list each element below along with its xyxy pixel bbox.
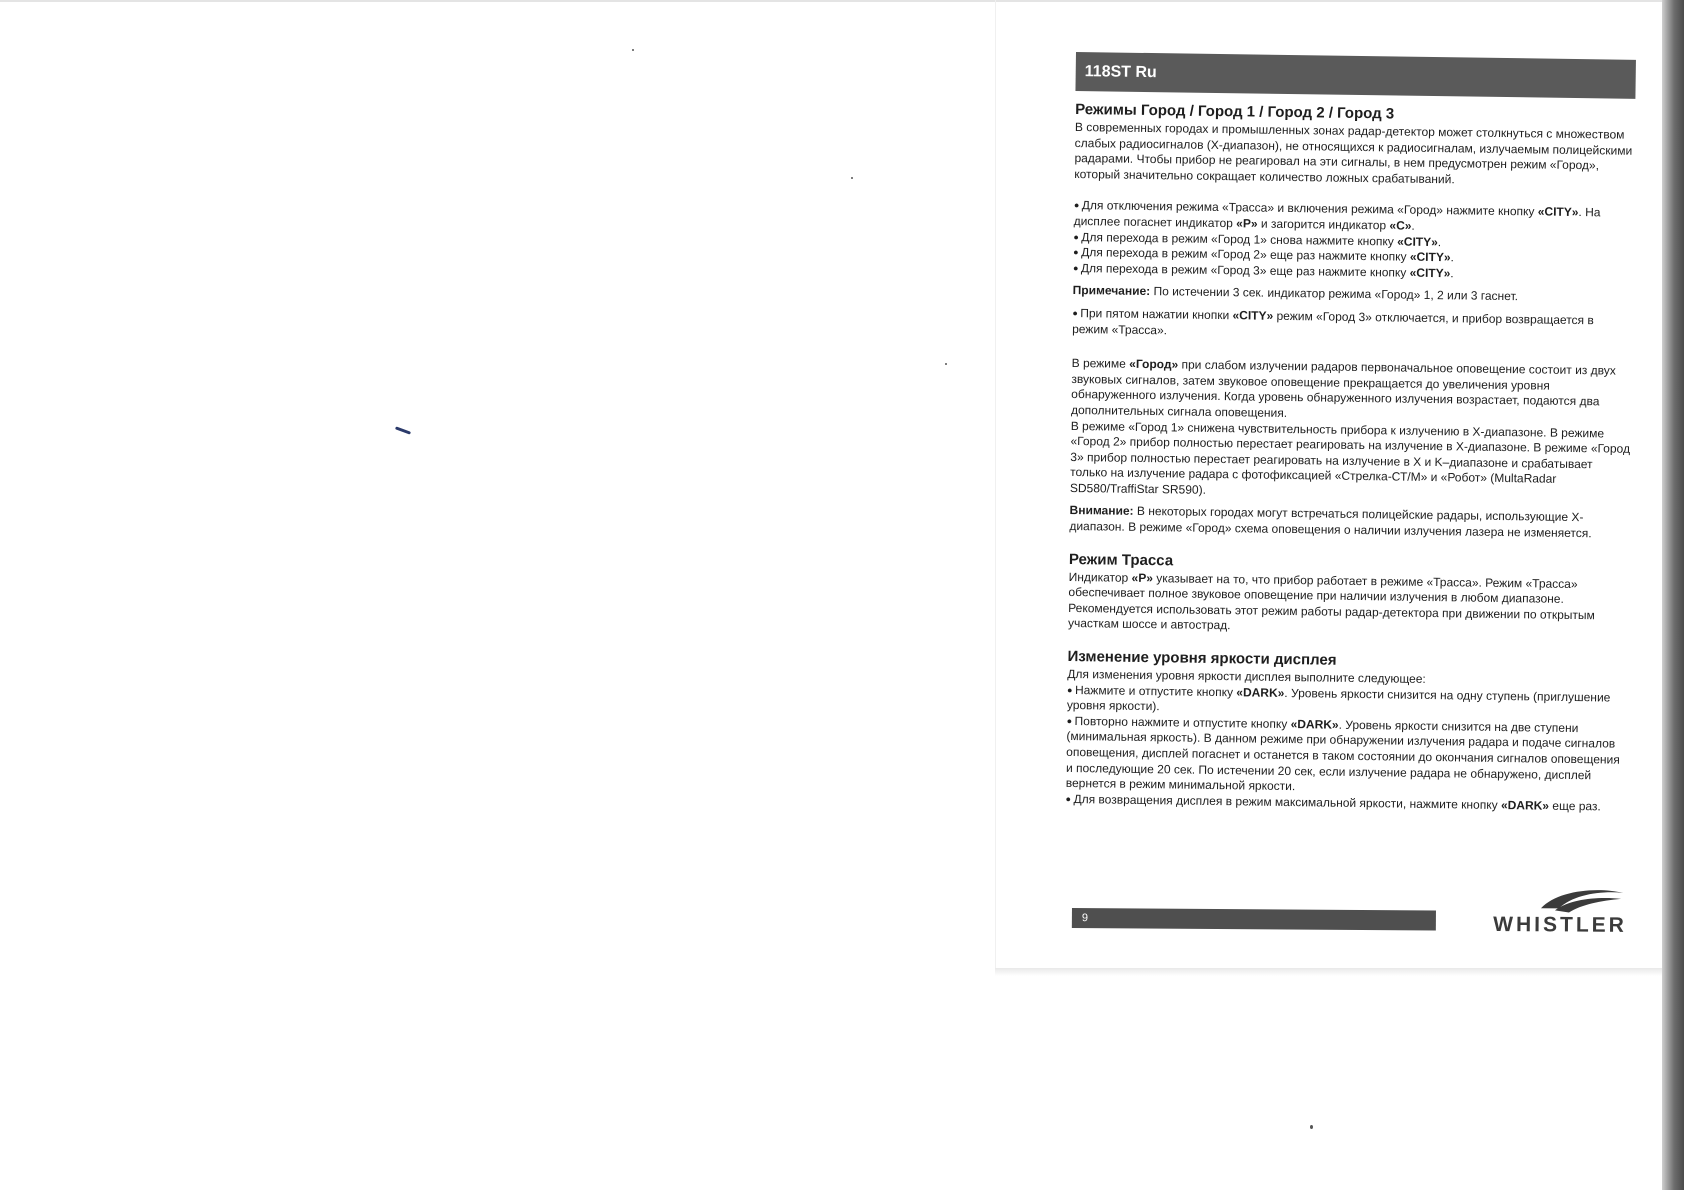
- section-title-highway: Режим Трасса: [1068, 550, 1174, 570]
- scan-top-edge: [0, 0, 1684, 2]
- highway-text: Индикатор «Р» указывает на то, что прибор работает в режиме «Трасса». Режим «Трасса» обеспечивает полное звуковое оповещение при наличии излучения в любом диапазоне. Рекомендуется использовать этот режим работы радар-детектора при движении по открытым участкам шоссе и автострад.: [1067, 569, 1595, 633]
- city-bullet-4: ● Для перехода в режим «Город 3» еще раз нажмите кнопку «CITY».: [1073, 261, 1633, 284]
- city-bullet-2: ● Для перехода в режим «Город 1» снова нажмите кнопку «CITY».: [1073, 230, 1633, 253]
- page-fold-line: [995, 0, 996, 968]
- page-number: 9: [1072, 908, 1436, 931]
- city-intro: В современных городах и промышленных зонах радар-детектор может столкнуться с множеством слабых радиосигналов (Х-диапазон), не относящихся к радиосигналам, излучаемым полицейскими радарами. Чтобы прибор не реагировал на эти сигналы, в нем предусмотрен режим «Город», который значительно сокращает количество ложных срабатываний.: [1074, 119, 1633, 187]
- city-alert-para: В режиме «Город» при слабом излучении радаров первоначальное оповещение состоит из двух звуковых сигналов, затем звуковое оповещение прекращается до увеличения уровня обнаруженного излучения. Когда уровень обнаруженного излучения возрастает, подаются два дополнительных сигнала оповещения.: [1070, 356, 1616, 420]
- city-bullet-3: ● Для перехода в режим «Город 2» еще раз нажмите кнопку «CITY».: [1073, 245, 1633, 268]
- city-warning: Внимание: В некоторых городах могут встречаться полицейские радары, использующие X-диапазон. В режиме «Город» схема оповещения о наличии излучения лазера не изменяется.: [1069, 503, 1592, 541]
- whistler-swoosh-icon: [1537, 886, 1627, 915]
- section-title-brightness: Изменение уровня яркости дисплея: [1067, 647, 1337, 669]
- brightness-bullet-1: ● Нажмите и отпустите кнопку «DARK». Уровень яркости снизится на одну ступень (приглушение уровня яркости).: [1067, 683, 1627, 722]
- scan-right-edge: [1662, 0, 1684, 1190]
- city-bullet-5: ● При пятом нажатии кнопки «CITY» режим «Город 3» отключается, и прибор возвращается в режим «Трасса».: [1072, 306, 1632, 345]
- scan-speck: [1310, 1125, 1313, 1129]
- scan-mark: [395, 426, 411, 434]
- scan-speck: [851, 177, 853, 179]
- model-header: 118ST Ru: [1075, 52, 1635, 99]
- brightness-bullet-3: ● Для возвращения дисплея в режим максимальной яркости, нажмите кнопку «DARK» еще раз.: [1065, 792, 1625, 815]
- brightness-bullet-2: ● Повторно нажмите и отпустите кнопку «DARK». Уровень яркости снизится на две ступени (минимальная яркость). В данном режиме при обнаружении излучения радара и подаче сигналов оповещения, дисплей погаснет и останется в таком состоянии до окончания сигналов оповещения и последующие 20 сек. По истечении 20 сек, если излучение радара не обнаружено, дисплей вернется в режим минимальной яркости.: [1066, 714, 1627, 800]
- city-modes-para: В режиме «Город 1» снижена чувствительность прибора к излучению в X-диапазоне. В режиме «Город 2» прибор полностью перестает реагировать на излучение в X-диапазоне. В режиме «Город 3» прибор полностью перестает реагировать на излучение в X и K–диапазоне и срабатывает только на излучение радара с фотофиксацией «Стрелка-СТ/М» и «Робот» (MultaRadar SD580/TraffiStar SR590).: [1069, 418, 1631, 497]
- manual-page: [1065, 52, 1635, 815]
- section-title-city: Режимы Город / Город 1 / Город 2 / Город 3: [1075, 100, 1395, 123]
- page-footer: [1072, 905, 1650, 939]
- scan-speck: [632, 49, 634, 51]
- city-note: Примечание: По истечении 3 сек. индикатор режима «Город» 1, 2 или 3 гаснет.: [1072, 283, 1519, 304]
- brightness-intro: Для изменения уровня яркости дисплея выполните следующее:: [1067, 666, 1426, 686]
- brand-name: WHISTLER: [1493, 912, 1627, 937]
- page-bottom-shadow: [995, 968, 1662, 976]
- scan-speck: [945, 363, 947, 365]
- city-bullet-1: ● Для отключения режима «Трасса» и включения режима «Город» нажмите кнопку «CITY». На дисплее погаснет индикатор «Р» и загорится индикатор «С».: [1074, 198, 1634, 237]
- brand-logo: [1457, 886, 1627, 947]
